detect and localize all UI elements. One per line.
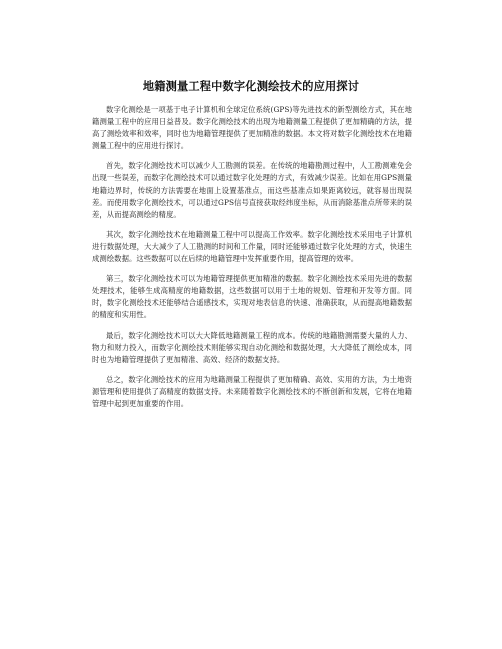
paragraph-6: 总之，数字化测绘技术的应用为地籍测量工程提供了更加精确、高效、实用的方法，为土地资源管理和使用提供了高精度的数据支持。未来随着数字化测绘技术的不断创新和发展，它将在地籍管理中起到更加重要的作用。 [92,374,412,408]
paragraph-1: 数字化测绘是一项基于电子计算机和全球定位系统(GPS)等先进技术的新型测绘方式，其在地籍测量工程中的应用日益普及。数字化测绘技术的出现为地籍测量工程提供了更加精确的方法，提高了测绘效率和效率，同时也为地籍管理提供了更加精准的数据。本文将对数字化测绘技术在地籍测量工程中的应用进行探讨。 [92,105,412,151]
paragraph-2: 首先，数字化测绘技术可以减少人工勘测的误差。在传统的地籍勘测过程中，人工勘测难免会出现一些误差，而数字化测绘技术可以通过数字化处理的方式，有效减少误差。比如在用GPS测量地籍边界时，传统的方法需要在地面上设置基准点，而这些基准点如果距离较远，就容易出现误差。而使用数字化测绘技术，可以通过GPS信号直接获取经纬度坐标，从而消除基准点所带来的误差，从而提高测绘的精度。 [92,161,412,219]
paragraph-3: 其次，数字化测绘技术在地籍测量工程中可以提高工作效率。数字化测绘技术采用电子计算机进行数据处理，大大减少了人工勘测的时间和工作量，同时还能够通过数字化处理的方式，快速生成测绘数据。这些数据可以在后续的地籍管理中发挥重要作用，提高管理的效率。 [92,229,412,264]
document-title: 地籍测量工程中数字化测绘技术的应用探讨 [142,80,360,93]
paragraph-4: 第三，数字化测绘技术可以为地籍管理提供更加精准的数据。数字化测绘技术采用先进的数据处理技术，能够生成高精度的地籍数据，这些数据可以用于土地的规划、管理和开发等方面。同时，数字化测绘技术还能够结合遥感技术，实现对地表信息的快速、准确获取，从而提高地籍数据的精度和实用性。 [92,274,412,320]
paragraph-5: 最后，数字化测绘技术可以大大降低地籍测量工程的成本。传统的地籍勘测需要大量的人力、物力和财力投入，而数字化测绘技术则能够实现自动化测绘和数据处理，大大降低了测绘成本，同时也为地籍管理提供了更加精准、高效、经济的数据支持。 [92,330,412,364]
document-body [92,104,412,418]
